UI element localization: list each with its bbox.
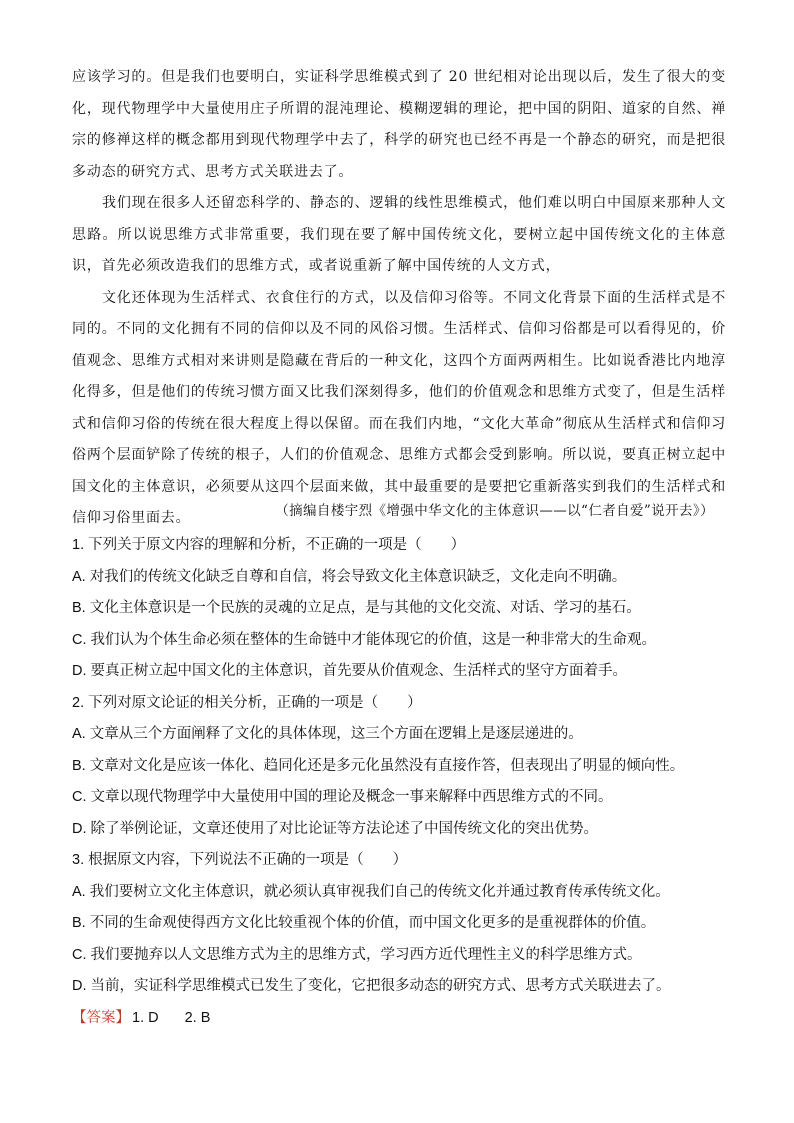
passage-paragraph: 应该学习的。但是我们也要明白，实证科学思维模式到了 20 世纪相对论出现以后，发生了很大的变化，现代物理学中大量使用庄子所谓的混沌理论、模糊逻辑的理论，把中国的阴阳、道家的自然、禅宗的修禅这样的概念都用到现代物理学中去了，科学的研究也已经不再是一个静态的研究，而是把很多动态的研究方式、思考方式关联进去了。	[72, 69, 726, 180]
option-d: D. 当前，实证科学思维模式已发生了变化，它把很多动态的研究方式、思考方式关联进去了。	[72, 978, 671, 994]
answer-line	[72, 1003, 732, 1035]
option-b: B. 文化主体意识是一个民族的灵魂的立足点，是与其他的文化交流、对话、学习的基石。	[72, 600, 641, 616]
reading-passage	[72, 62, 726, 535]
question-2	[72, 688, 732, 846]
option-c: C. 文章以现代物理学中大量使用中国的理论及概念一事来解释中西思维方式的不同。	[72, 789, 613, 805]
option-b: B. 不同的生命观使得西方文化比较重视个体的价值，而中国文化更多的是重视群体的价值。	[72, 915, 656, 931]
answer-label: 【答案】	[72, 1009, 130, 1026]
question-stem: 2. 下列对原文论证的相关分析，正确的一项是（ ）	[72, 694, 422, 711]
option-b: B. 文章对文化是应该一体化、趋同化还是多元化虽然没有直接作答，但表现出了明显的倾向性。	[72, 757, 685, 774]
answer-1: 1. D	[132, 1009, 159, 1026]
passage-source: （摘编自楼宇烈《增强中华文化的主体意识——以“仁者自爱”说开去》）	[275, 503, 714, 519]
question-stem: 1. 下列关于原文内容的理解和分析，不正确的一项是（ ）	[72, 537, 466, 553]
answer-2: 2. B	[184, 1009, 211, 1026]
passage-paragraph: 文化还体现为生活样式、衣食住行的方式，以及信仰习俗等。不同文化背景下面的生活样式是不同的。不同的文化拥有不同的信仰以及不同的风俗习惯。生活样式、信仰习俗都是可以看得见的，价值观念、思维方式相对来讲则是隐藏在背后的一种文化，这四个方面两两相生。比如说香港比内地淳化得多，但是他们的传统习惯方面又比我们深刻得多，他们的价值观念和思维方式变了，但是生活样式和信仰习俗的传统在很大程度上得以保留。而在我们内地，“文化大革命”彻底从生活样式和信仰习俗两个层面铲除了传统的根子，人们的价值观念、思维方式都会受到影响。所以说，要真正树立起中国文化的主体意识，必须要从这四个层面来做，其中最重要的是要把它重新落实到我们的生活样式和信仰习俗里面去。	[72, 289, 726, 526]
option-c: C. 我们要抛弃以人文思维方式为主的思维方式，学习西方近代理性主义的科学思维方式。	[72, 946, 642, 963]
question-1	[72, 530, 732, 688]
option-d: D. 要真正树立起中国文化的主体意识，首先要从价值观念、生活样式的坚守方面着手。	[72, 663, 628, 679]
option-a: A. 文章从三个方面阐释了文化的具体体现，这三个方面在逻辑上是逐层递进的。	[72, 726, 583, 742]
option-a: A. 对我们的传统文化缺乏自尊和自信，将会导致文化主体意识缺乏，文化走向不明确。	[72, 568, 627, 585]
option-d: D. 除了举例论证，文章还使用了对比论证等方法论述了中国传统文化的突出优势。	[72, 820, 599, 837]
question-3	[72, 845, 732, 1003]
passage-paragraph: 我们现在很多人还留恋科学的、静态的、逻辑的线性思维模式，他们难以明白中国原来那种人文思路。所以说思维方式非常重要，我们现在要了解中国传统文化，要树立起中国传统文化的主体意识，首先必须改造我们的思维方式，或者说重新了解中国传统的人文方式，	[72, 195, 726, 274]
question-stem: 3. 根据原文内容，下列说法不正确的一项是（ ）	[72, 852, 408, 868]
option-c: C. 我们认为个体生命必须在整体的生命链中才能体现它的价值，这是一种非常大的生命观。	[72, 631, 657, 648]
option-a: A. 我们要树立文化主体意识，就必须认真审视我们自己的传统文化并通过教育传承传统文化。	[72, 883, 670, 900]
question-list	[72, 530, 732, 1034]
